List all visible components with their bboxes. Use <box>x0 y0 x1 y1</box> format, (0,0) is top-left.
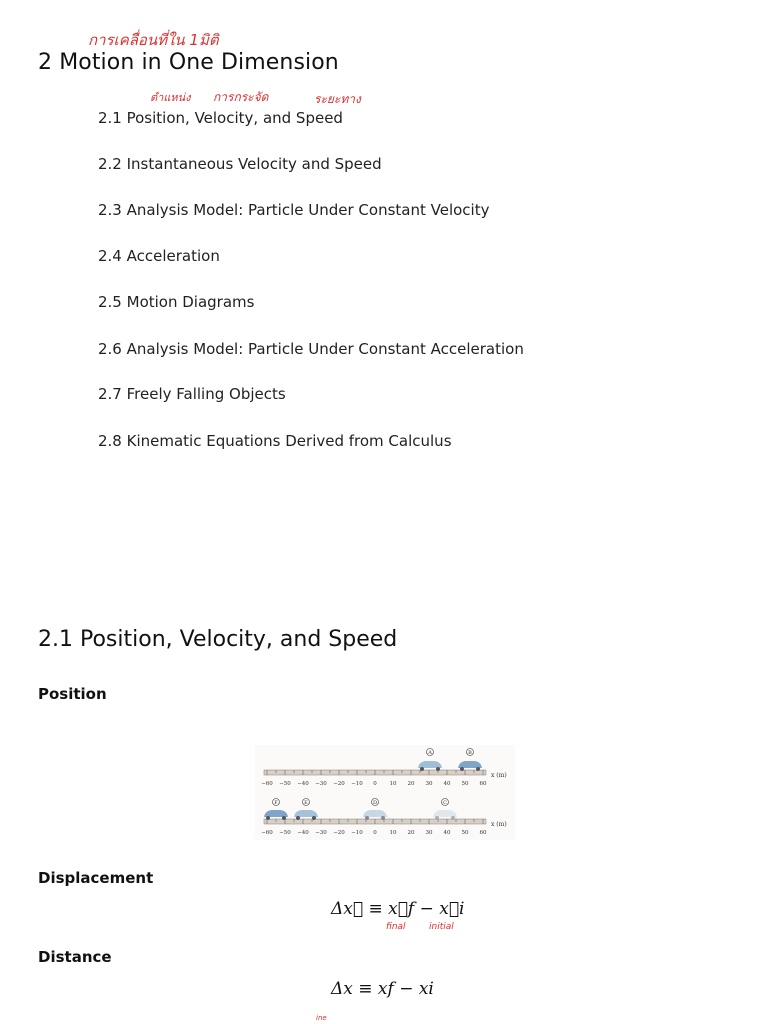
tick-label: 40 <box>443 781 451 787</box>
tick-label: −10 <box>351 830 363 836</box>
toc-item[interactable]: 2.5 Motion Diagrams <box>98 293 255 311</box>
toc-item[interactable]: 2.1 Position, Velocity, and Speed <box>98 109 343 127</box>
tick-label: 20 <box>407 830 415 836</box>
tick-label: −30 <box>315 781 327 787</box>
tick-label: −60 <box>261 781 273 787</box>
handwritten-note-displacement: การกระจัด <box>213 90 269 104</box>
position-figure <box>255 745 515 840</box>
top-axis-label: x (m) <box>491 772 507 779</box>
tick-label: −20 <box>333 830 345 836</box>
section-title: 2.1 Position, Velocity, and Speed <box>38 627 398 652</box>
tick-label: −30 <box>315 830 327 836</box>
tick-label: 0 <box>373 781 377 787</box>
distance-heading: Distance <box>38 948 112 966</box>
position-heading: Position <box>38 685 107 703</box>
marker-f-label: F <box>274 800 278 806</box>
tick-label: −50 <box>279 830 291 836</box>
tick-label: −20 <box>333 781 345 787</box>
toc-item[interactable]: 2.8 Kinematic Equations Derived from Calculus <box>98 432 452 450</box>
displacement-equation: Δx⃗ ≡ x⃗f − x⃗i <box>331 899 465 919</box>
marker-a-label: A <box>428 750 432 756</box>
handwritten-title-note: การเคลื่อนที่ใน 1มิติ <box>88 31 219 49</box>
handwritten-note-distance: ระยะทาง <box>314 92 361 106</box>
tick-label: −40 <box>297 781 309 787</box>
tick-label: −60 <box>261 830 273 836</box>
handwritten-initial: initial <box>429 922 454 932</box>
toc-item[interactable]: 2.4 Acceleration <box>98 247 220 265</box>
marker-b-label: B <box>468 750 472 756</box>
handwritten-note-position: ตำแหน่ง <box>150 91 191 104</box>
marker-e-label: E <box>304 800 308 806</box>
marker-c-label: C <box>443 800 447 806</box>
tick-label: −40 <box>297 830 309 836</box>
tick-label: −50 <box>279 781 291 787</box>
tick-label: 60 <box>479 781 487 787</box>
tick-label: 60 <box>479 830 487 836</box>
tick-label: 10 <box>389 830 397 836</box>
toc-item[interactable]: 2.7 Freely Falling Objects <box>98 385 286 403</box>
tick-label: 40 <box>443 830 451 836</box>
tick-label: 50 <box>461 781 469 787</box>
tick-label: 30 <box>425 830 433 836</box>
tick-label: −10 <box>351 781 363 787</box>
toc-item[interactable]: 2.3 Analysis Model: Particle Under Constant Velocity <box>98 201 490 219</box>
tick-label: 20 <box>407 781 415 787</box>
chapter-title: 2 Motion in One Dimension <box>38 50 339 75</box>
tick-label: 30 <box>425 781 433 787</box>
marker-d-label: D <box>372 800 378 806</box>
tick-label: 10 <box>389 781 397 787</box>
handwritten-final: final <box>386 922 406 932</box>
tick-label: 50 <box>461 830 469 836</box>
tick-label: 0 <box>373 830 377 836</box>
toc-item[interactable]: 2.6 Analysis Model: Particle Under Constant Acceleration <box>98 340 524 358</box>
bottom-axis-label: x (m) <box>491 821 507 828</box>
displacement-heading: Displacement <box>38 869 154 887</box>
handwritten-bottom-note: ine <box>316 1014 327 1022</box>
toc-item[interactable]: 2.2 Instantaneous Velocity and Speed <box>98 155 382 173</box>
distance-equation: Δx ≡ xf − xi <box>331 979 434 999</box>
